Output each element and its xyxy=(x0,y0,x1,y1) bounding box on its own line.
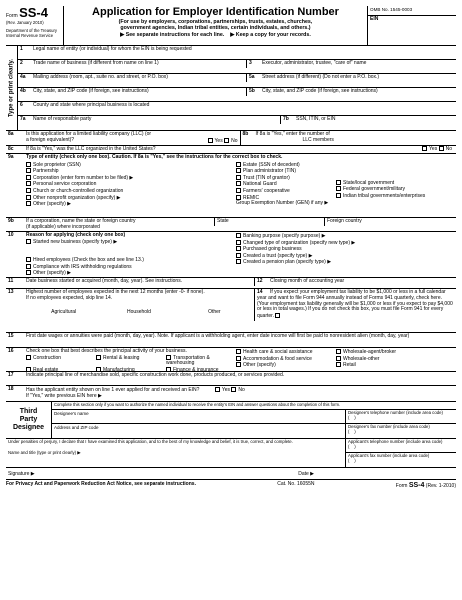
entity-option-corporation[interactable]: Corporation (enter form number to be filed) ▶ xyxy=(26,175,236,182)
household-field[interactable]: Household xyxy=(127,308,151,315)
line-14-checkbox[interactable] xyxy=(275,313,280,318)
line-4a-field[interactable]: 4a Mailing address (room, apt., suite no. and street, or P.O. box) xyxy=(20,74,168,80)
line-7a-field[interactable]: 7a Name of responsible party xyxy=(20,116,92,122)
reason-right-column xyxy=(236,233,454,277)
line-7b-field[interactable]: 7b SSN, ITIN, or EIN xyxy=(280,116,456,124)
line-8b[interactable]: 8b If 8a is "Yes," enter the number of LLC members xyxy=(240,131,457,145)
entity-option-partnership[interactable]: Partnership xyxy=(26,168,236,175)
line-8b-label-1: If 8a is "Yes," enter the number of xyxy=(255,131,330,137)
line-2-label: Trade name of business (if different from name on line 1) xyxy=(33,60,159,66)
line-10-label: Reason for applying (check only one box) xyxy=(26,232,126,238)
line-4b-label: City, state, and ZIP code (if foreign, see instructions) xyxy=(33,88,149,94)
line-5a-field[interactable]: 5a Street address (if different) (Do not enter a P.O. box.) xyxy=(246,74,456,82)
line-8c-yes-checkbox[interactable] xyxy=(422,146,427,151)
form-revision: (Rev. January 2010) xyxy=(6,19,44,25)
line-18-block: Has the applicant entity shown on line 1 ever applied for and received an EIN? Yes No If "Yes," write previous EIN here ▶ xyxy=(24,386,456,400)
reason-pension[interactable]: Created a pension plan (specify type) ▶ xyxy=(236,259,454,266)
third-party-instructions: Complete this section only if you want to authorize the named individual to receive the entity's EIN and answer questions about the completion of this form. xyxy=(52,402,456,410)
line-9b-label: If a corporation, name the state or foreign country (if applicable) where incorporated xyxy=(26,218,136,230)
activity-retail[interactable]: Retail xyxy=(336,362,454,369)
line-11-field[interactable]: Date business started or acquired (month, day, year). See instructions. xyxy=(26,278,183,284)
entity-option-personal-service[interactable]: Personal service corporation xyxy=(26,181,236,188)
line-5a-label: Street address (if different) (Do not enter a P.O. box.) xyxy=(262,74,380,80)
activity-health-care[interactable]: Health care & social assistance xyxy=(236,349,336,356)
designee-fax-field[interactable]: Designee's fax number (include area code) ( ) xyxy=(348,424,430,434)
reason-started-new-business[interactable]: Started new business (specify type) ▶ xyxy=(26,239,236,246)
entity-option-farmers-coop[interactable]: Farmers' cooperative xyxy=(236,188,336,195)
activity-real-estate[interactable]: Real estate xyxy=(26,367,96,374)
line-4a-5a-row xyxy=(18,74,456,88)
line-10-row: 10 Reason for applying (check only one box) Started new business (specify type) ▶ Hired employees (Check the box and see line 13.) Compliance with IRS withholding regulations Other (specify) ▶ Banking purpose (specify purpose) ▶ Changed type of organization (specify new type) ▶ Purchased going business Created a trust (specify type) ▶ Created a pension plan (specify type) ▶ xyxy=(6,232,456,278)
line-12-field[interactable]: 12 Closing month of accounting year xyxy=(254,278,456,286)
entity-option-sole-proprietor[interactable]: Sole proprietor (SSN) xyxy=(26,162,236,169)
line-4b-field[interactable]: 4b City, state, and ZIP code (if foreign, see instructions) xyxy=(20,88,149,94)
line-9a-label: Type of entity (check only one box). Caution. If 8a is "Yes," see the instructions for the correct box to check. xyxy=(26,154,283,160)
line-8a-label-2: a foreign equivalent)? Yes No xyxy=(26,136,238,144)
applicant-phone-field[interactable]: Applicant's telephone number (include area code) ( ) xyxy=(346,439,456,453)
footer-form-id: Form SS-4 (Rev. 1-2010) xyxy=(395,482,456,489)
form-footer xyxy=(6,480,456,490)
activity-wholesale-other[interactable]: Wholesale-other xyxy=(336,356,454,363)
reason-compliance[interactable]: Compliance with IRS withholding regulations xyxy=(26,264,236,271)
state-field[interactable]: State xyxy=(214,218,324,226)
line-16-block xyxy=(24,348,456,375)
line-7b-label: SSN, ITIN, or EIN xyxy=(296,116,336,122)
line-7a-label: Name of responsible party xyxy=(33,116,92,122)
activity-finance[interactable]: Finance & insurance xyxy=(166,367,236,374)
entity-option-indian-tribal[interactable]: Indian tribal governments/enterprises xyxy=(336,193,454,200)
reason-changed-type[interactable]: Changed type of organization (specify new type) ▶ xyxy=(236,240,454,247)
reason-hired-employees[interactable]: Hired employees (Check the box and see line 13.) xyxy=(26,257,236,264)
activity-other[interactable]: Other (specify) xyxy=(236,362,336,369)
applicant-contact xyxy=(346,439,456,467)
line-13-14-row: 13 Highest number of employees expected in the next 12 months (enter -0- if none). If no employees expected, skip line 14. Agricultural Household Other 14 If you expect your employment tax liability to be $1,000 or less in a full calendar year and want to file Form 944 annually instead of Forms 941 quarterly, check here. (Your employment tax liability generally will be $1,000 or less if you expect to pay $4,000 or less in total wages.) If you do not check this box, you must file Form 941 for every quarter. xyxy=(6,289,456,333)
designee-name-field[interactable]: Designee's name xyxy=(52,410,346,423)
reason-banking[interactable]: Banking purpose (specify purpose) ▶ xyxy=(236,233,454,240)
ein-field[interactable] xyxy=(368,16,456,24)
line-14-block: 14 If you expect your employment tax liability to be $1,000 or less in a full calendar year and want to file Form 944 annually instead of Forms 941 quarterly, check here. (Your employment tax liability generally will be $1,000 or less if you expect to pay $4,000 or less in total wages.) If you do not check this box, you must file Form 941 for every quarter. xyxy=(254,289,456,321)
line-10-block xyxy=(24,232,456,278)
designee-phone-field[interactable]: Designee's telephone number (include area code) ( ) xyxy=(348,410,443,420)
entity-option-federal[interactable]: Federal government/military xyxy=(336,186,454,193)
ein-label: EIN xyxy=(370,16,379,22)
line-6-label: County and state where principal business is located xyxy=(33,102,150,108)
instructions-line xyxy=(67,32,364,38)
line-9a-row: 9a Type of entity (check only one box). Caution. If 8a is "Yes," see the instructions for the correct box to check. Sole proprietor (SSN) Partnership Corporation (enter form number to be filed) ▶ Personal service corporation Church or church-controlled organization Other nonprofit organization (specify) ▶ Other (specify) ▶ Estate (SSN of decedent) Plan administrator (TIN) Trust (TIN of grantor) National Guard Farmers' cooperative REMIC Group Exemption Number (GEN) if any ▶ State/local government Federal government/military Indian tribal governments/enterprises xyxy=(6,154,456,218)
previous-ein-field[interactable]: If "Yes," write previous EIN here ▶ xyxy=(26,392,102,399)
line-8b-label-2: LLC members xyxy=(302,136,334,143)
form-number: Form SS-4 xyxy=(6,5,48,20)
line-8a-8b-row: 8a Is this application for a limited liability company (LLC) (or a foreign equivalent)? Yes No 8b If 8a is "Yes," enter the number of LLC members xyxy=(6,131,456,146)
perjury-statement: Under penalties of perjury, I declare that I have examined this application, and to the best of my knowledge and belief, it is true, correct, and complete. xyxy=(8,439,293,444)
instructions-note-2: ▶ Keep a copy for your records. xyxy=(230,31,311,38)
form-id-block xyxy=(6,6,64,45)
name-title-field[interactable]: Name and title (type or print clearly) ▶ xyxy=(8,449,81,455)
instructions-note-1: ▶ See separate instructions for each line. xyxy=(120,31,225,38)
line-15-row: 15 First date wages or annuities were paid (month, day, year). Note. If applicant is a withholding agent, enter date income will first be paid to nonresident alien (month, day, year) xyxy=(6,333,456,348)
line-17-row: 17 Indicate principal line of merchandise sold, specific construction work done, products produced, or services provided. xyxy=(6,372,456,386)
line-8a-no-label: No xyxy=(231,137,238,144)
entity-info-section xyxy=(6,46,456,131)
line-18-label-1: Has the applicant entity shown on line 1 ever applied for and received an EIN? xyxy=(26,386,200,393)
omb-number: OMB No. 1545-0003 xyxy=(368,6,456,16)
line-16-label: Check one box that best describes the principal activity of your business. xyxy=(26,348,187,354)
entity-option-estate[interactable]: Estate (SSN of decedent) xyxy=(236,162,336,169)
entity-option-remic[interactable]: REMIC xyxy=(236,195,336,202)
perjury-block xyxy=(6,439,346,467)
gen-field[interactable]: Group Exemption Number (GEN) if any ▶ xyxy=(236,200,329,207)
line-6-row[interactable]: 6 County and state where principal business is located xyxy=(18,102,456,116)
entity-type-left-column xyxy=(26,162,236,208)
entity-option-trust[interactable]: Trust (TIN of grantor) xyxy=(236,175,336,182)
entity-option-plan-admin[interactable]: Plan administrator (TIN) xyxy=(236,168,336,175)
designee-address-field[interactable]: Address and ZIP code xyxy=(52,424,346,438)
entity-option-other[interactable]: Other (specify) ▶ xyxy=(26,201,236,208)
activity-left xyxy=(26,349,236,374)
entity-option-national-guard[interactable]: National Guard xyxy=(236,181,336,188)
reason-left-column xyxy=(26,233,236,277)
privacy-notice: For Privacy Act and Paperwork Reduction Act Notice, see separate instructions. xyxy=(6,481,196,487)
line-4a-label: Mailing address (room, apt., suite no. and street, or P.O. box) xyxy=(33,74,168,80)
line-7-row xyxy=(18,116,456,130)
activity-transportation[interactable]: Transportation & warehousing xyxy=(166,354,210,367)
entity-option-state-local[interactable]: State/local government xyxy=(336,180,454,187)
line-13-block xyxy=(24,289,254,316)
dept-line-2: Internal Revenue Service xyxy=(6,32,54,38)
entity-type-right-column xyxy=(336,162,454,208)
form-title-block xyxy=(64,6,368,45)
line-16-row: 16 Check one box that best describes the principal activity of your business. Construction Rental & leasing Transportation & warehousing Real estate Manufacturing Finance & insurance Health care & social assistance Accommodation & food service Other (specify) Wholesale-agent/broker Wholesale-other Retail xyxy=(6,348,456,372)
entity-option-church[interactable]: Church or church-controlled organization xyxy=(26,188,236,195)
line-8c-label: If 8a is "Yes," was the LLC organized in the United States? xyxy=(26,146,156,152)
reason-purchased[interactable]: Purchased going business xyxy=(236,246,454,253)
employee-count-fields xyxy=(26,310,252,316)
form-subtitle-1: (For use by employers, corporations, partnerships, trusts, estates, churches, xyxy=(118,18,313,25)
form-title: Application for Employer Identification Number xyxy=(92,6,339,18)
line-4b-5b-row xyxy=(18,88,456,102)
line-13-label-1: Highest number of employees expected in the next 12 months (enter -0- if none). xyxy=(26,289,205,295)
entity-option-nonprofit[interactable]: Other nonprofit organization (specify) ▶ xyxy=(26,195,236,202)
line-8c-no-checkbox[interactable] xyxy=(439,146,444,151)
signature-line xyxy=(6,468,456,480)
line-9b-row: 9b If a corporation, name the state or foreign country (if applicable) where incorporated State Foreign country xyxy=(6,218,456,232)
line-8a-yes-checkbox[interactable] xyxy=(208,138,213,143)
other-employees-field[interactable]: Other xyxy=(208,308,221,315)
activity-construction[interactable]: Construction xyxy=(26,355,96,367)
line-2-field[interactable]: 2 Trade name of business (if different from name on line 1) xyxy=(20,60,159,66)
line-1-row[interactable]: 1 Legal name of entity (or individual) for whom the EIN is being requested xyxy=(18,46,456,60)
line-2-3-row xyxy=(18,60,456,74)
line-5b-field[interactable]: 5b City, state, and ZIP code (if foreign, see instructions) xyxy=(246,88,456,96)
line-3-label: Executor, administrator, trustee, "care of" name xyxy=(262,60,367,66)
line-18-no-checkbox[interactable] xyxy=(231,387,236,392)
agricultural-field[interactable]: Agricultural xyxy=(51,308,77,315)
activity-accommodation[interactable]: Accommodation & food service xyxy=(236,356,336,363)
form-subtitle-2: government agencies, Indian tribal entities, certain individuals, and others.) xyxy=(120,24,311,31)
line-11-12-row: 11 Date business started or acquired (month, day, year). See instructions. 12 Closing month of accounting year xyxy=(6,278,456,289)
line-14-label: If you expect your employment tax liability to be $1,000 or less in a full calendar year and want to file Form 944 annually instead of Forms 941 quarterly, check here. (Your employment tax liability generally will be $1,000 or less if you expect to pay $4,000 or less in total wages.) If you do not check this box, you must file Form 941 for every quarter. xyxy=(257,289,453,319)
catalog-number: Cat. No. 16055N xyxy=(277,481,315,487)
dept-line-1: Department of the Treasury xyxy=(6,27,57,33)
line-3-field[interactable]: 3 Executor, administrator, trustee, "care of" name xyxy=(246,60,456,68)
activity-wholesale-agent[interactable]: Wholesale-agent/broker xyxy=(336,349,454,356)
side-label: Type or print clearly. xyxy=(6,46,18,130)
ein-block xyxy=(368,6,456,45)
entity-type-mid-column xyxy=(236,162,336,208)
activity-options-grid xyxy=(26,355,236,374)
third-party-label: Third Party Designee xyxy=(6,402,52,438)
line-8a-no-checkbox[interactable] xyxy=(224,138,229,143)
activity-manufacturing[interactable]: Manufacturing xyxy=(96,367,166,374)
third-party-designee xyxy=(6,402,456,439)
line-12-label: Closing month of accounting year xyxy=(270,278,345,284)
form-header xyxy=(6,6,456,46)
foreign-country-field[interactable]: Foreign country xyxy=(324,218,456,226)
line-13-label-2: If no employees expected, skip line 14. xyxy=(26,294,113,301)
reason-trust[interactable]: Created a trust (specify type) ▶ xyxy=(236,253,454,260)
activity-rental[interactable]: Rental & leasing xyxy=(96,355,166,367)
activity-right xyxy=(336,349,454,374)
line-1-label: Legal name of entity (or individual) for whom the EIN is being requested xyxy=(33,46,192,52)
line-8a-label-1: Is this application for a limited liability company (LLC) (or xyxy=(26,131,152,137)
signature-field[interactable]: Signature ▶ xyxy=(8,471,35,478)
line-17-field[interactable]: Indicate principal line of merchandise sold, specific construction work done, products produced, or services provided. xyxy=(26,372,285,378)
activity-mid xyxy=(236,349,336,374)
line-8c-row: 8c If 8a is "Yes," was the LLC organized in the United States? Yes No xyxy=(6,146,456,154)
line-18-row: 18 Has the applicant entity shown on line 1 ever applied for and received an EIN? Yes No If "Yes," write previous EIN here ▶ xyxy=(6,386,456,402)
line-18-yes-checkbox[interactable] xyxy=(215,387,220,392)
date-field[interactable]: Date ▶ xyxy=(298,471,314,478)
reason-other[interactable]: Other (specify) ▶ xyxy=(26,270,236,277)
line-8a-yes-label: Yes xyxy=(214,137,223,144)
signature-section xyxy=(6,439,456,468)
line-8a xyxy=(24,131,240,145)
applicant-fax-field[interactable]: Applicant's fax number (include area code) ( ) xyxy=(348,453,430,463)
line-9a-block xyxy=(24,154,456,209)
line-5b-label: City, state, and ZIP code (if foreign, see instructions) xyxy=(262,88,378,94)
line-15-field[interactable]: First date wages or annuities were paid (month, day, year). Note. If applicant is a withholding agent, enter date income will first be paid to nonresident alien (month, day, year) xyxy=(26,333,410,339)
